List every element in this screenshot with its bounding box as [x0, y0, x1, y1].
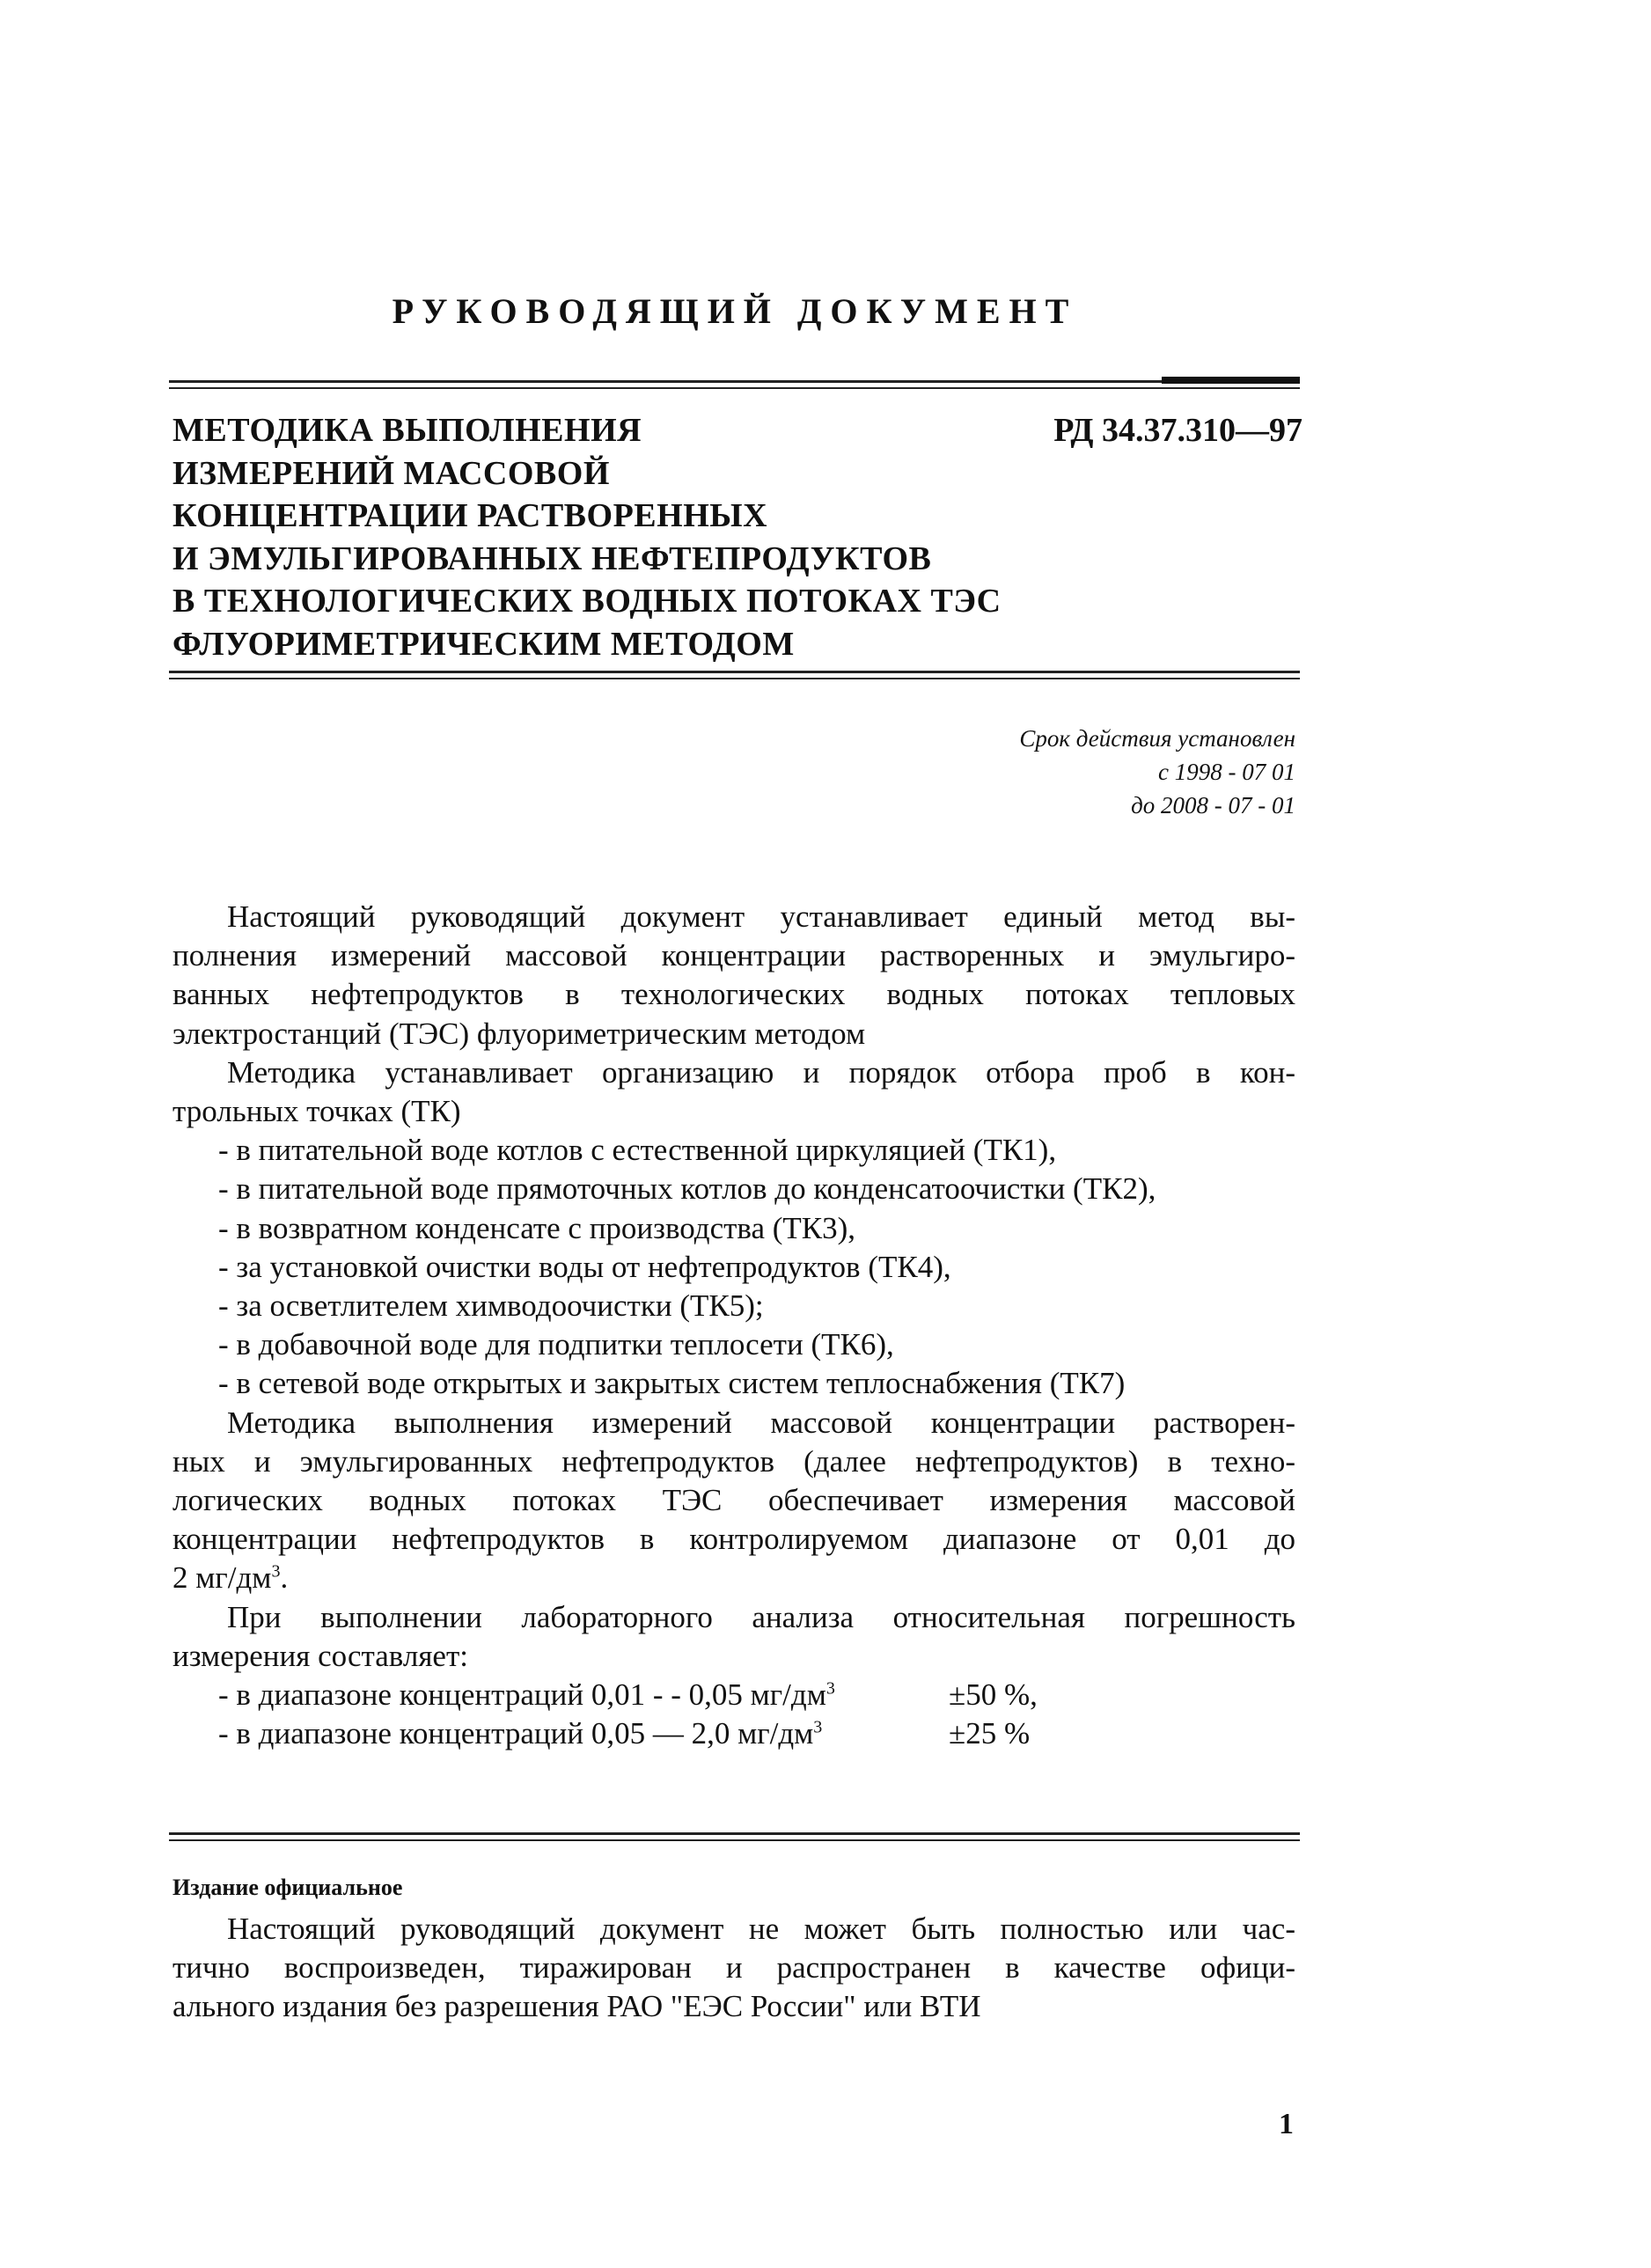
list-item: - в питательной воде котлов с естественной циркуляцией (ТК1), — [218, 1133, 1057, 1168]
validity-from: с 1998 - 07 01 — [1158, 759, 1295, 785]
paragraph-line: трольных точках (ТК) — [172, 1094, 461, 1129]
paragraph-line: электростанций (ТЭС) флуориметрическим методом — [172, 1016, 866, 1051]
paragraph-line: Настоящий руководящий документ устанавливает единый метод вы- — [227, 899, 1295, 934]
range-period: . — [280, 1560, 289, 1596]
footer-divider — [169, 1832, 1300, 1841]
validity-to: до 2008 - 07 - 01 — [1131, 792, 1295, 818]
title-line: И ЭМУЛЬГИРОВАННЫХ НЕФТЕПРОДУКТОВ — [172, 539, 932, 577]
method-paragraph — [172, 1053, 1295, 1131]
paragraph-line: ального издания без разрешения РАО "ЕЭС России" или ВТИ — [172, 1989, 981, 2024]
paragraph-line: Методика устанавливает организацию и порядок отбора проб в кон- — [227, 1054, 1295, 1090]
document-body — [172, 898, 1295, 1753]
error-row-value: ±25 % — [949, 1716, 1031, 1751]
list-item: - за установкой очистки воды от нефтепродуктов (ТК4), — [218, 1249, 951, 1284]
title-divider — [169, 671, 1300, 679]
error-row-value: ±50 %, — [949, 1677, 1038, 1713]
title-line: КОНЦЕНТРАЦИИ РАСТВОРЕННЫХ — [172, 497, 768, 534]
paragraph-line: ванных нефтепродуктов в технологических водных потоках тепловых — [172, 977, 1295, 1012]
validity-period — [792, 722, 1295, 822]
intro-paragraph — [172, 898, 1295, 1053]
list-item: - в сетевой воде открытых и закрытых систем теплоснабжения (ТК7) — [218, 1366, 1126, 1401]
title-line: ФЛУОРИМЕТРИЧЕСКИМ МЕТОДОМ — [172, 625, 795, 663]
paragraph-line: ных и эмульгированных нефтепродуктов (далее нефтепродуктов) в техно- — [172, 1443, 1295, 1479]
paragraph-line: тично воспроизведен, тиражирован и распространен в качестве офици- — [172, 1950, 1295, 1985]
range-value-text: 2 мг/дм — [172, 1560, 272, 1596]
error-row-text: - в диапазоне концентраций 0,01 - - 0,05 мг/дм — [218, 1677, 826, 1713]
notice-paragraph — [172, 1910, 1295, 2027]
document-title — [172, 409, 1053, 665]
error-paragraph — [172, 1598, 1295, 1676]
title-line: В ТЕХНОЛОГИЧЕСКИХ ВОДНЫХ ПОТОКАХ ТЭС — [172, 583, 1002, 620]
top-divider-accent — [1162, 377, 1300, 384]
error-row — [172, 1714, 1295, 1753]
paragraph-line: логических водных потоках ТЭС обеспечивает измерения массовой — [172, 1483, 1295, 1518]
list-item: - в добавочной воде для подпитки теплосети (ТК6), — [218, 1327, 894, 1362]
top-divider — [169, 380, 1300, 389]
unit-exponent: 3 — [271, 1561, 281, 1582]
paragraph-line: концентрации нефтепродуктов в контролируемом диапазоне от 0,01 до — [172, 1522, 1295, 1557]
page-number: 1 — [1279, 2108, 1294, 2140]
copyright-notice — [172, 1910, 1295, 2027]
error-row-text: - в диапазоне концентраций 0,05 — 2,0 мг/дм — [218, 1716, 814, 1751]
list-item: - за осветлителем химводоочистки (ТК5); — [218, 1288, 764, 1324]
document-code: РД 34.37.310—97 — [1053, 412, 1302, 449]
paragraph-line: Методика выполнения измерений массовой концентрации растворен- — [227, 1405, 1295, 1440]
error-row — [172, 1676, 1295, 1714]
title-line: МЕТОДИКА ВЫПОЛНЕНИЯ — [172, 412, 642, 449]
paragraph-line: Настоящий руководящий документ не может быть полностью или час- — [227, 1912, 1295, 1946]
paragraph-line: При выполнении лабораторного анализа относительная погрешность — [227, 1599, 1295, 1634]
control-points-list — [172, 1131, 1295, 1403]
document-kind-heading: РУКОВОДЯЩИЙ ДОКУМЕНТ — [392, 291, 1078, 331]
paragraph-line: полнения измерений массовой концентрации растворенных и эмульгиро- — [172, 938, 1295, 973]
range-paragraph — [172, 1404, 1295, 1598]
title-line: ИЗМЕРЕНИЙ МАССОВОЙ — [172, 454, 610, 492]
paragraph-line: измерения составляет: — [172, 1638, 468, 1673]
error-row-label — [218, 1676, 949, 1714]
unit-exponent: 3 — [826, 1678, 835, 1699]
edition-label: Издание официальное — [172, 1875, 403, 1900]
unit-exponent: 3 — [813, 1717, 823, 1737]
error-row-label — [218, 1714, 949, 1753]
paragraph-line — [172, 1559, 1295, 1597]
validity-label: Срок действия установлен — [1019, 725, 1295, 752]
list-item: - в возвратном конденсате с производства (ТК3), — [218, 1210, 856, 1245]
list-item: - в питательной воде прямоточных котлов до конденсатоочистки (ТК2), — [218, 1171, 1156, 1207]
